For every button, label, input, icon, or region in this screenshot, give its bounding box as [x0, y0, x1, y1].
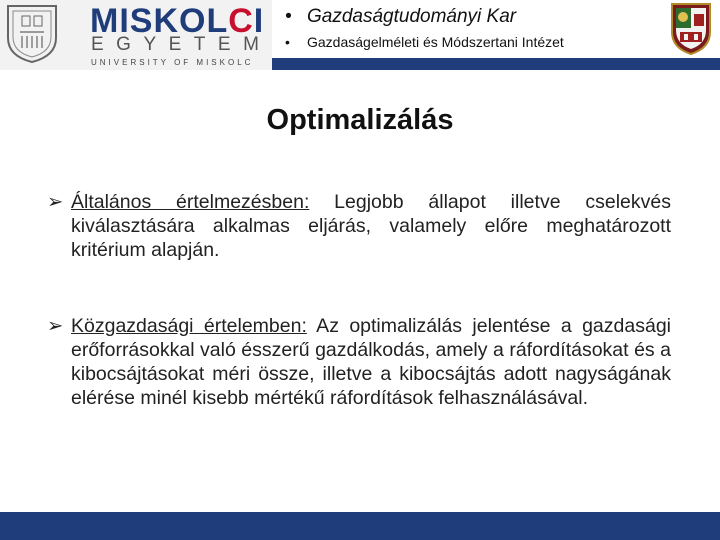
definition-economic: Az optimalizálás jelentése a gazdasági erőforrásokkal való ésszerű gazdálkodás, amely a ráfordításokat és a kibocsájtásokat méri össze, illetve a kibocsájtás adott nagyságának elérése minél kisebb mértékű ráfordítások felhasználásával.	[71, 315, 671, 409]
footer-bar	[0, 512, 720, 540]
header-bar	[272, 58, 720, 70]
term-economic: Közgazdasági értelemben:	[71, 315, 307, 337]
university-wordmark: MISKOLCI	[90, 2, 265, 40]
bullet-paragraph-general	[47, 190, 671, 262]
slide-title: Optimalizálás	[266, 104, 454, 136]
university-crest-icon	[4, 2, 60, 64]
university-sub-wordmark: EGYETEM	[91, 34, 272, 55]
university-logo	[0, 0, 272, 70]
institute-label: Gazdaságelméleti és Módszertani Intézet	[307, 34, 564, 50]
faculty-name	[285, 6, 516, 28]
faculty-label: Gazdaságtudományi Kar	[307, 6, 517, 27]
slide-content	[47, 190, 671, 410]
arrow-bullet-icon: ➢	[47, 315, 64, 337]
bullet-icon: •	[285, 6, 292, 27]
definition-general: Legjobb állapot illetve cselekvés kiválasztására alkalmas eljárás, valamely előre meghatározott kritérium alapján.	[71, 191, 671, 261]
term-general: Általános értelmezésben:	[71, 191, 310, 213]
bullet-icon: •	[285, 34, 290, 50]
arrow-bullet-icon: ➢	[47, 191, 64, 213]
faculty-coat-of-arms-icon	[670, 2, 712, 56]
institute-name	[285, 34, 564, 50]
university-english-name: UNIVERSITY OF MISKOLC	[91, 58, 254, 67]
bullet-paragraph-economic	[47, 314, 671, 410]
